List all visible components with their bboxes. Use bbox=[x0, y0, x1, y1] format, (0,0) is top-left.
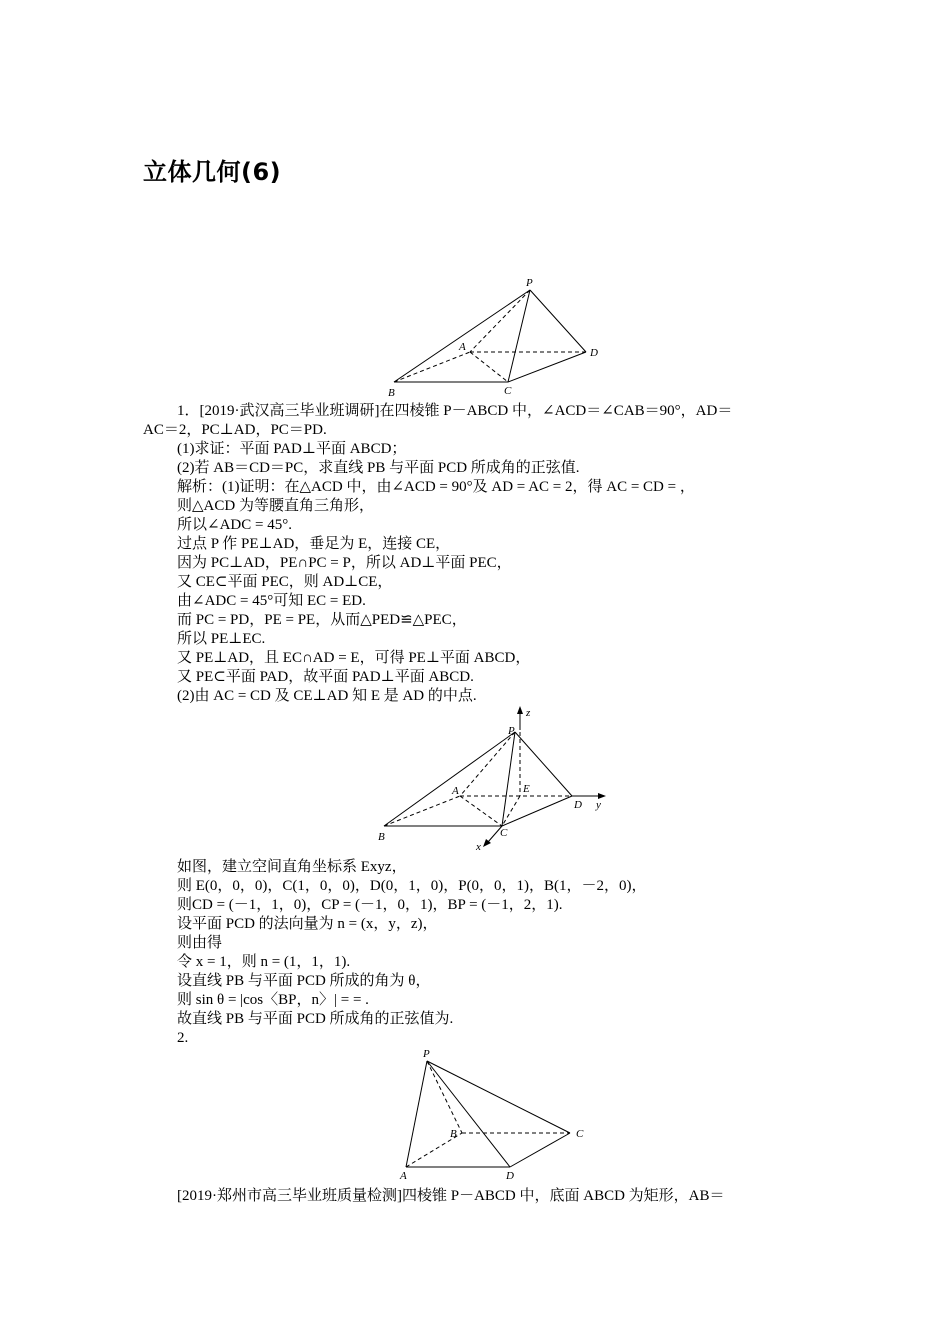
solution-line: 令 x = 1，则 n = (1，1，1). bbox=[177, 954, 351, 970]
fig2-label-x: x bbox=[476, 841, 481, 853]
pyramid-figure-3 bbox=[390, 1045, 600, 1185]
pyramid-figure-1 bbox=[380, 270, 610, 405]
fig2-label-p: P bbox=[508, 725, 515, 737]
solution-line: 设平面 PCD 的法向量为 n = (x，y，z)， bbox=[177, 916, 438, 932]
fig3-label-a: A bbox=[400, 1170, 407, 1182]
fig3-label-d: D bbox=[506, 1170, 514, 1182]
solution-line: 解析：(1)证明：在△ACD 中，由∠ACD = 90°及 AD = AC = 2，得 AC = CD = ， bbox=[177, 479, 695, 495]
solution-line: 则CD = (－1，1，0)，CP = (－1，0，1)，BP = (－1，2，1). bbox=[177, 897, 563, 913]
solution-line: 由∠ADC = 45°可知 EC = ED. bbox=[177, 593, 366, 609]
solution-line: 如图，建立空间直角坐标系 Exyz， bbox=[177, 859, 407, 875]
solution-line: 又 PE⊂平面 PAD，故平面 PAD⊥平面 ABCD. bbox=[177, 669, 474, 685]
fig3-label-p: P bbox=[423, 1048, 430, 1060]
solution-line: 因为 PC⊥AD，PE∩PC = P，所以 AD⊥平面 PEC， bbox=[177, 555, 512, 571]
solution-line: 又 PE⊥AD，且 EC∩AD = E，可得 PE⊥平面 ABCD， bbox=[177, 650, 531, 666]
fig2-label-a: A bbox=[452, 785, 459, 797]
question-1: (1)求证：平面 PAD⊥平面 ABCD； bbox=[177, 441, 407, 457]
coordinate-figure-2 bbox=[370, 700, 620, 855]
solution-line: 则 E(0，0，0)，C(1，0，0)，D(0，1，0)，P(0，0，1)，B(1，－2，0)， bbox=[177, 878, 647, 894]
problem-1-line-1: 1．[2019·武汉高三毕业班调研]在四棱锥 P－ABCD 中，∠ACD＝∠CAB＝90°，AD＝ bbox=[177, 403, 733, 419]
solution-line: 所以∠ADC = 45°. bbox=[177, 517, 292, 533]
solution-line: 设直线 PB 与平面 PCD 所成的角为 θ， bbox=[177, 973, 431, 989]
fig1-label-d: D bbox=[590, 347, 598, 359]
fig3-label-c: C bbox=[576, 1128, 584, 1140]
fig2-label-e: E bbox=[523, 783, 530, 795]
fig1-label-c: C bbox=[504, 385, 512, 397]
solution-line: (2)由 AC = CD 及 CE⊥AD 知 E 是 AD 的中点. bbox=[177, 688, 477, 704]
problem-2-number: 2. bbox=[177, 1030, 189, 1046]
fig1-label-p: P bbox=[526, 277, 533, 289]
solution-line: 又 CE⊂平面 PEC，则 AD⊥CE， bbox=[177, 574, 393, 590]
solution-line: 故直线 PB 与平面 PCD 所成角的正弦值为. bbox=[177, 1011, 454, 1027]
fig1-label-a: A bbox=[459, 341, 466, 353]
fig2-label-b: B bbox=[378, 831, 385, 843]
solution-line: 过点 P 作 PE⊥AD，垂足为 E，连接 CE， bbox=[177, 536, 451, 552]
fig2-label-d: D bbox=[574, 799, 582, 811]
solution-line: 所以 PE⊥EC. bbox=[177, 631, 266, 647]
problem-2-line-1: [2019·郑州市高三毕业班质量检测]四棱锥 P－ABCD 中，底面 ABCD 为矩形，AB＝ bbox=[177, 1188, 725, 1204]
solution-line: 而 PC = PD，PE = PE，从而△PED≌△PEC， bbox=[177, 612, 467, 628]
solution-line: 则 sin θ = |cos〈BP，n〉| = = . bbox=[177, 992, 369, 1008]
solution-line: 则△ACD 为等腰直角三角形， bbox=[177, 498, 374, 514]
fig1-label-b: B bbox=[388, 387, 395, 399]
question-2: (2)若 AB＝CD＝PC，求直线 PB 与平面 PCD 所成角的正弦值. bbox=[177, 460, 580, 476]
solution-line: 则由得 bbox=[177, 935, 223, 951]
fig2-label-c: C bbox=[500, 827, 508, 839]
page-title: 立体几何(6) bbox=[143, 158, 282, 186]
fig3-label-b: B bbox=[450, 1128, 457, 1140]
problem-1-line-2: AC＝2，PC⊥AD，PC＝PD. bbox=[143, 422, 327, 438]
fig2-label-z: z bbox=[526, 707, 531, 719]
fig2-label-y: y bbox=[596, 799, 601, 811]
